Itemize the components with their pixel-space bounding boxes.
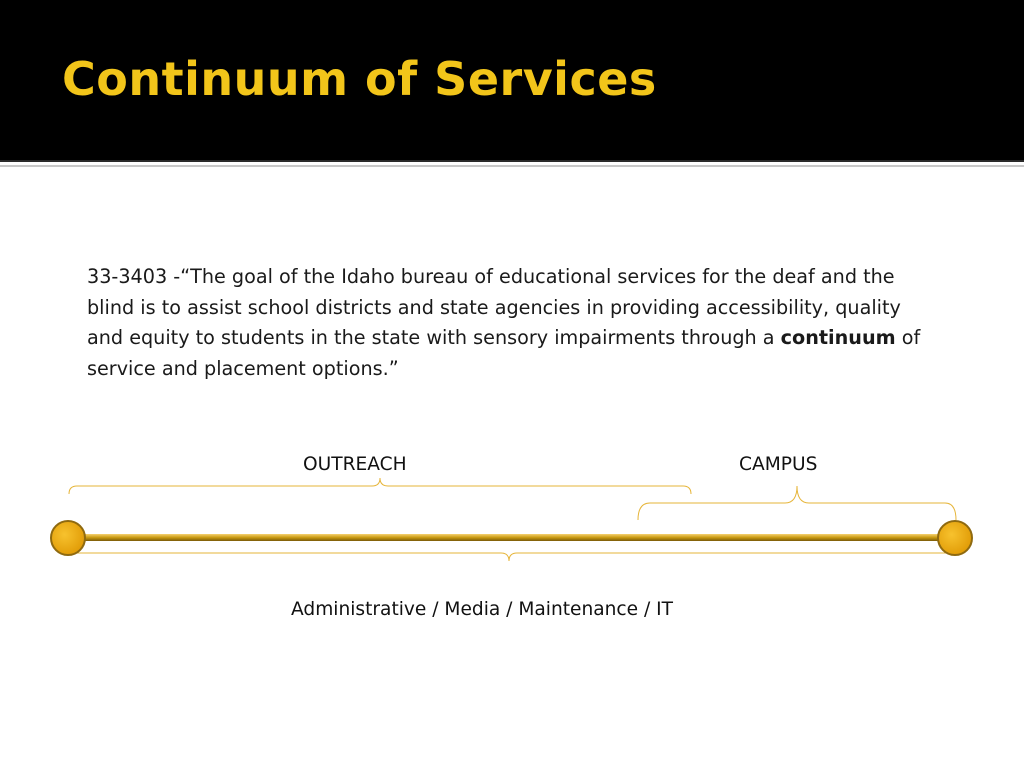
administrative-label: Administrative / Media / Maintenance / IT	[291, 599, 674, 620]
quote-text-start: 33-3403 -“The goal of the Idaho bureau of educational services for the deaf and the blind is to assist school districts and state agencies in providing accessibility, quality and equity to students in the state with sensory impairments through a	[87, 265, 901, 350]
continuum-bar	[66, 534, 956, 541]
slide-title: Continuum of Services	[62, 52, 657, 106]
administrative-bracket	[68, 545, 954, 561]
quote-emphasis: continuum	[780, 326, 896, 350]
left-end-knob	[51, 521, 85, 555]
outreach-label: OUTREACH	[303, 454, 407, 475]
outreach-bracket	[69, 478, 691, 494]
quote-text-end: of service and placement options.”	[87, 326, 921, 381]
campus-label: CAMPUS	[739, 454, 818, 475]
campus-bracket	[638, 486, 956, 520]
right-end-knob	[938, 521, 972, 555]
